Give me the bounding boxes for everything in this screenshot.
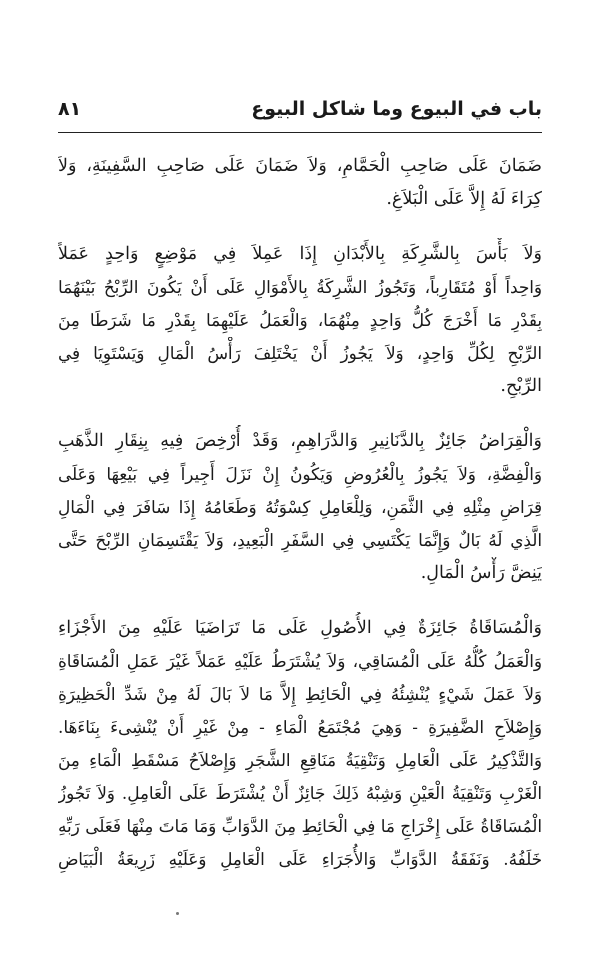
text-line: يَنِضَّ رَأْسُ الْمَالِ. [420,563,542,583]
scan-speck [176,912,179,915]
text-line: وَالْمُسَاقَاةُ جَائِزَةٌ فِي الأُصُولِ عَلَى مَا تَرَاضَيَا عَلَيْهِ مِنَ الأَجْزَاءِ [58,618,542,638]
text-line: وَالْعَمَلُ كُلُّهُ عَلَى الْمُسَاقِي، وَلاَ يُشْتَرَطُ عَلَيْهِ عَمَلاً غَيْرَ عَمَلِ الْمُسَاقَاةِ [58,651,542,671]
text-line: وَالتَّذْكِيرُ عَلَى الْعَامِلِ وَتَنْقِيَةُ مَنَاقِعِ الشَّجَرِ وَإِصْلاَحُ مَسْقَطِ الْمَاءِ مِنَ [58,750,542,770]
text-line: وَلاَ بَأْسَ بِالشَّرِكَةِ بِالأَبْدَانِ إِذَا عَمِلاَ فِي مَوْضِعٍ وَاحِدٍ عَمَلاً [58,244,542,264]
text-line: وَاحِداً أَوْ مُتَقَارِباً، وَتَجُوزُ الشَّرِكَةُ بِالأَمْوَالِ عَلَى أَنْ يَكُونَ الرِّبْحُ بَيْنَهُمَا [58,277,542,297]
text-line: خَلَفُهُ. وَنَفَقَةُ الدَّوَابِّ وَالأُجَرَاءِ عَلَى الْعَامِلِ وَعَلَيْهِ زَرِيعَةُ الْبَيَاضِ [58,849,542,869]
text-line: وَإِصْلاَحِ الضَّفِيرَةِ - وَهِيَ مُجْتَمَعُ الْمَاءِ - مِنْ غَيْرِ أَنْ يُنْشِىءَ بِنَاءَهَا. [58,717,542,737]
paragraph [58,612,542,876]
text-line: بِقَدْرِ مَا أَخْرَجَ كُلُّ وَاحِدٍ مِنْهُمَا، وَالْعَمَلُ عَلَيْهِمَا بِقَدْرِ مَا شَرَطَا مِنَ [58,310,542,330]
text-line: الْمُسَاقَاةُ عَلَى إِخْرَاجِ مَا فِي الْحَائِطِ مِنَ الدَّوَابِّ وَمَا مَاتَ مِنْهَا فَعَلَى رَبِّهِ [58,816,542,836]
running-title: باب في البيوع وما شاكل البيوع [251,98,542,120]
paragraph [58,150,542,216]
text-line: الْغَرْبِ وَتَنْقِيَةُ الْعَيْنِ وَشِبْهُ ذَلِكَ جَائِزٌ أَنْ يُشْتَرَطَ عَلَى الْعَامِلِ. وَلاَ تَجُوزُ [58,783,542,803]
text-line: قِرَاضِ مِثْلِهِ فِي الثَّمَنِ، وَلِلْعَامِلِ كِسْوَتُهُ وَطَعَامُهُ إِذَا سَافَرَ فِي الْمَالِ [58,497,542,517]
paragraph [58,425,542,590]
paragraph [58,238,542,403]
page-header [58,92,542,133]
text-line: الَّذِي لَهُ بَالٌ وَإِنَّمَا يَكْتَسِي فِي السَّفَرِ الْبَعِيدِ، وَلاَ يَقْتَسِمَانِ الرِّبْحَ حَتَّى [58,530,542,550]
text-line: الرِّبْحِ لِكُلِّ وَاحِدٍ، وَلاَ يَجُوزُ أَنْ يَخْتَلِفَ رَأْسُ الْمَالِ وَيَسْتَوِيَا فِي [58,343,542,363]
text-line: وَالْفِضَّةِ، وَلاَ يَجُوزُ بِالْعُرُوضِ وَيَكُونُ إِنْ نَزَلَ أَجِيراً فِي بَيْعِهَا وَعَلَى [58,464,542,484]
text-line: الرِّبْحِ. [500,376,542,396]
text-line: ضَمَانَ عَلَى صَاحِبِ الْحَمَّامِ، وَلاَ ضَمَانَ عَلَى صَاحِبِ السَّفِينَةِ، وَلاَ [58,156,542,176]
text-line: كِرَاءَ لَهُ إِلاَّ عَلَى الْبَلاَغِ. [386,189,542,209]
text-line: وَلاَ عَمَلَ شَيْءٍ يُنْشِئُهُ فِي الْحَائِطِ إِلاَّ مَا لاَ بَالَ لَهُ مِنْ شَدِّ الْحَظِيرَةِ [58,684,542,704]
body-text [58,150,542,898]
text-line: وَالْقِرَاضُ جَائِزٌ بِالدَّنَانِيرِ وَالدَّرَاهِمِ، وَقَدْ أُرْخِصَ فِيهِ بِنِقَارِ الذَّهَبِ [58,431,542,451]
page-number: ٨١ [58,98,82,120]
